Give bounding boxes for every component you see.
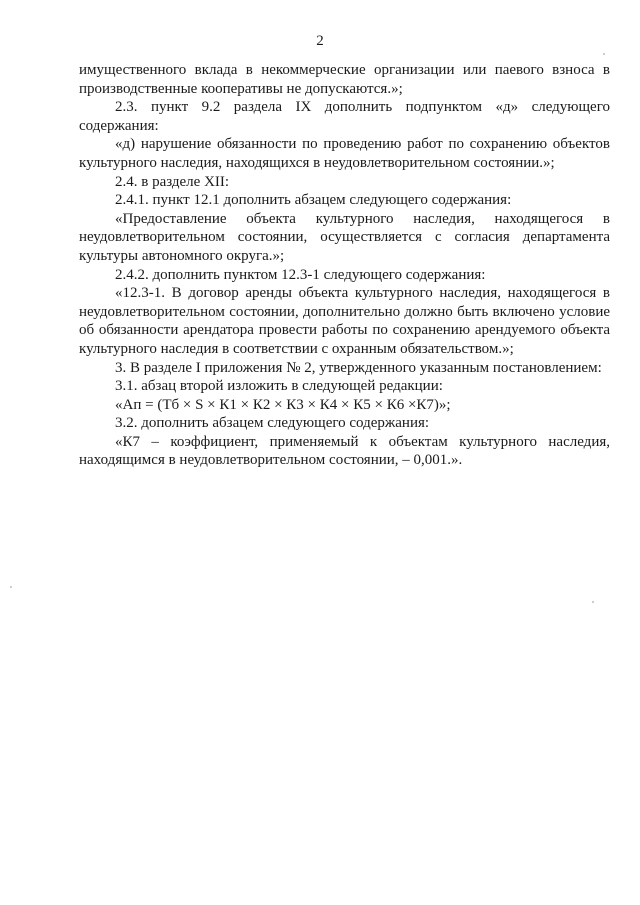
- paragraph-item-2-4: 2.4. в разделе XII:: [115, 173, 230, 190]
- paragraph-item-3-1: 3.1. абзац второй изложить в следующей редакции:: [115, 378, 443, 395]
- scan-speck: [10, 586, 12, 588]
- paragraph-quote-k7: «К7 – коэффициент, применяемый к объектам культурного наследия, находящимся в неудовлетворительном состоянии, – 0,001.».: [79, 433, 610, 469]
- paragraph-item-3: 3. В разделе I приложения № 2, утвержденного указанным постановлением:: [115, 359, 602, 376]
- scan-speck: [592, 601, 594, 603]
- paragraph-item-2-4-2: 2.4.2. дополнить пунктом 12.3-1 следующего содержания:: [115, 266, 486, 283]
- paragraph-item-2-4-1: 2.4.1. пункт 12.1 дополнить абзацем следующего содержания:: [115, 192, 512, 209]
- scan-speck: [603, 53, 605, 55]
- paragraph-continuation: имущественного вклада в некоммерческие организации или паевого взноса в производственные кооперативы не допускаются.»;: [79, 62, 610, 97]
- paragraph-quote-12-3-1: «12.3-1. В договор аренды объекта культурного наследия, находящегося в неудовлетворительном состоянии, дополнительно должно быть включено условие об обязанности арендатора провести работы по сохранению арендуемого объекта культурного наследия в соответствии с охранным обязательством.»;: [79, 285, 610, 357]
- paragraph-item-2-3: 2.3. пункт 9.2 раздела IX дополнить подпунктом «д» следующего содержания:: [79, 99, 610, 134]
- paragraph-quote-d: «д) нарушение обязанности по проведению работ по сохранению объектов культурного наследия, находящихся в неудовлетворительном состоянии.»;: [79, 136, 610, 171]
- paragraph-formula: «Ап = (Тб × S × К1 × К2 × К3 × К4 × К5 × К6 ×К7)»;: [115, 396, 451, 413]
- document-body: [79, 61, 610, 470]
- paragraph-quote-provision: «Предоставление объекта культурного наследия, находящегося в неудовлетворительном состоянии, осуществляется с согласия департамента культуры автономного округа.»;: [79, 210, 610, 264]
- paragraph-item-3-2: 3.2. дополнить абзацем следующего содержания:: [115, 415, 430, 432]
- page-number: 2: [316, 33, 324, 49]
